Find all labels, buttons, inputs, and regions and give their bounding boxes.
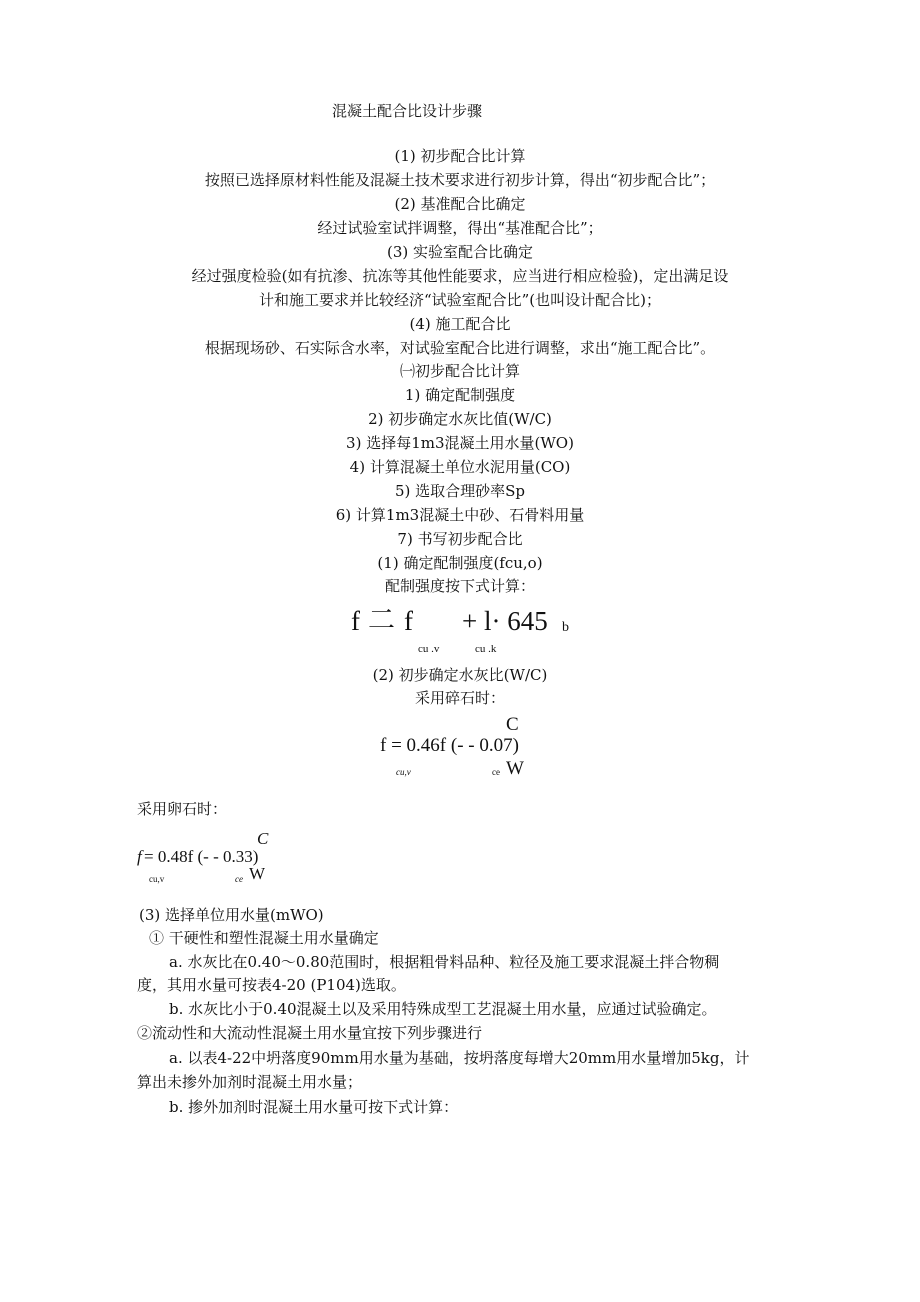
water-2b: b. 掺外加剂时混凝土用水量可按下式计算： bbox=[169, 1098, 459, 1116]
section-1-item: 5) 选取合理砂率Sp bbox=[394, 482, 526, 500]
formula-f2: f bbox=[404, 606, 413, 636]
step-1-text: 按照已选择原材料性能及混凝土技术要求进行初步计算，得出“初步配合比”； bbox=[204, 171, 716, 189]
step-2-text: 经过试验室试拌调整，得出“基准配合比”； bbox=[317, 219, 603, 237]
formula-subscript-cuk: cu .k bbox=[475, 643, 497, 655]
water-subsection-1-heading: ① 干硬性和塑性混凝土用水量确定 bbox=[149, 929, 379, 947]
section-1-item: 3) 选择每1m3混凝土用水量(WO) bbox=[346, 434, 574, 452]
water-1a-line2: 度，其用水量可按表4-20 (P104)选取。 bbox=[137, 976, 406, 994]
water-subsection-2-heading: ②流动性和大流动性混凝土用水量宜按下列步骤进行 bbox=[137, 1024, 483, 1042]
formula-sigma: b bbox=[562, 620, 569, 635]
formula-rest: + l· 645 bbox=[462, 606, 548, 636]
formula-main: = 0.48f (- - 0.33) bbox=[144, 847, 259, 866]
formula-subscript-cuv: cu,v bbox=[149, 874, 165, 884]
strength-intro: 配制强度按下式计算： bbox=[384, 577, 535, 595]
formula-f: f bbox=[137, 847, 142, 866]
formula-subscript-cuv: cu,v bbox=[396, 767, 411, 777]
step-3-heading: (3) 实验室配合比确定 bbox=[386, 243, 534, 261]
formula-main: f = 0.46f (- - 0.07) bbox=[380, 735, 519, 756]
water-1a-line1: a. 水灰比在0.40〜0.80范围时，根据粗骨料品种、粒径及施工要求混凝土拌合物稠 bbox=[169, 953, 720, 971]
wc-heading: (2) 初步确定水灰比(W/C) bbox=[372, 666, 548, 684]
section-1-item: 7) 书写初步配合比 bbox=[397, 530, 523, 548]
water-2a-line1: a. 以表4-22中坍落度90mm用水量为基础，按坍落度每增大20mm用水量增加5kg，计 bbox=[169, 1049, 750, 1067]
formula-numerator: C bbox=[257, 829, 269, 848]
step-3-text-line2: 计和施工要求并比较经济“试验室配合比”(也叫设计配合比)； bbox=[258, 291, 662, 309]
section-1-item: 4) 计算混凝土单位水泥用量(CO) bbox=[349, 458, 571, 476]
formula-f: f bbox=[351, 606, 360, 636]
step-1-heading: (1) 初步配合比计算 bbox=[394, 147, 526, 165]
document-title: 混凝土配合比设计步骤 bbox=[332, 102, 483, 120]
formula-equals: 二 bbox=[368, 605, 395, 636]
water-2a-line2: 算出未掺外加剂时混凝土用水量； bbox=[137, 1073, 363, 1091]
step-3-text-line1: 经过强度检验(如有抗渗、抗冻等其他性能要求，应当进行相应检验)，定出满足设 bbox=[191, 267, 729, 285]
water-1b: b. 水灰比小于0.40混凝土以及采用特殊成型工艺混凝土用水量，应通过试验确定。 bbox=[169, 1000, 717, 1018]
step-4-heading: (4) 施工配合比 bbox=[409, 315, 511, 333]
section-1-item: 2) 初步确定水灰比值(W/C) bbox=[368, 410, 552, 428]
strength-heading: (1) 确定配制强度(fcu,o) bbox=[377, 554, 543, 572]
section-1-item: 1) 确定配制强度 bbox=[404, 386, 516, 404]
section-1-item: 6) 计算1m3混凝土中砂、石骨料用量 bbox=[335, 506, 585, 524]
crushed-stone-label: 采用碎石时： bbox=[414, 689, 505, 707]
formula-denominator: W bbox=[506, 758, 524, 779]
formula-subscript-cuv: cu .v bbox=[418, 643, 440, 655]
formula-denominator: W bbox=[249, 864, 266, 883]
water-heading: (3) 选择单位用水量(mWO) bbox=[139, 906, 324, 924]
formula-numerator: C bbox=[506, 714, 519, 735]
formula-subscript-ce: ce bbox=[492, 767, 500, 777]
section-1-heading: ㈠初步配合比计算 bbox=[399, 362, 520, 380]
step-4-text: 根据现场砂、石实际含水率，对试验室配合比进行调整，求出“施工配合比”。 bbox=[204, 339, 716, 357]
step-2-heading: (2) 基准配合比确定 bbox=[394, 195, 526, 213]
formula-subscript-ce: ce bbox=[235, 874, 243, 884]
pebble-label: 采用卵石时： bbox=[137, 800, 228, 818]
